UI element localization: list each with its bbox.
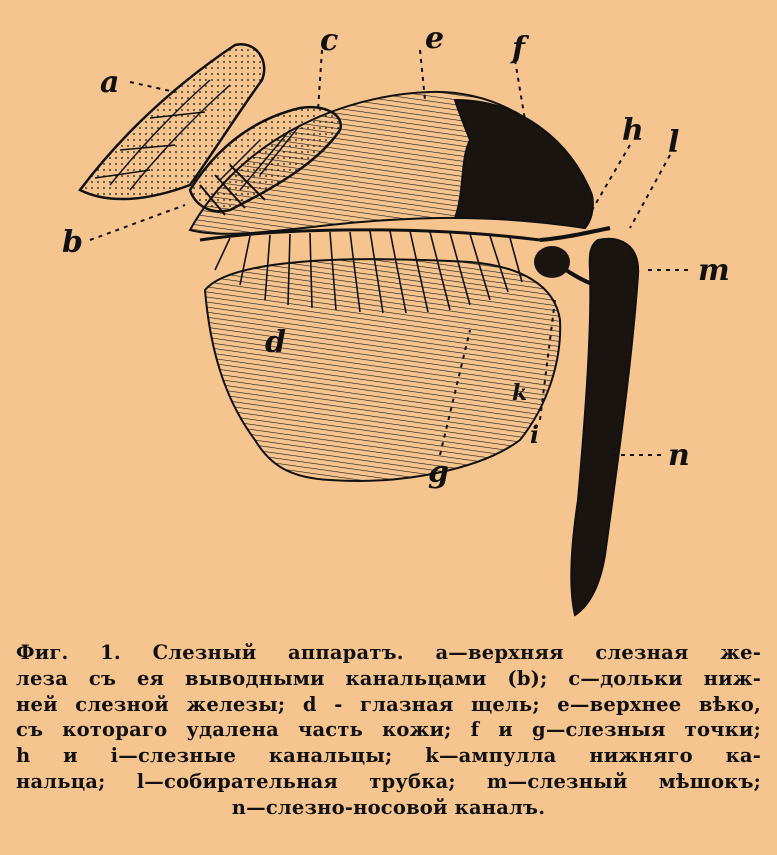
caption-line-2: леза съ ея выводными канальцами (b); c—дольки ниж- xyxy=(16,666,761,690)
figure-caption xyxy=(16,640,761,821)
label-g: g xyxy=(428,455,449,490)
label-i: i xyxy=(530,420,540,449)
label-m: m xyxy=(698,253,730,288)
label-b: b xyxy=(62,225,83,260)
label-h: h xyxy=(622,113,644,148)
lacrimal-ampulla xyxy=(534,246,570,278)
caption-line-5: h и i—слезные канальцы; k—ампулла нижняго ка- xyxy=(16,744,761,768)
label-a: a xyxy=(100,65,120,100)
caption-line-1: Фиг. 1. Слезный аппаратъ. a—верхняя слезная же- xyxy=(16,641,761,664)
label-e: e xyxy=(425,21,445,56)
caption-line-3: ней слезной железы; d - глазная щель; e—верхнее вѣко, xyxy=(16,692,761,716)
label-f: f xyxy=(512,31,525,66)
label-n: n xyxy=(668,438,690,473)
label-c: c xyxy=(320,23,339,58)
label-d: d xyxy=(265,325,286,360)
lacrimal-sac-and-duct xyxy=(571,239,638,615)
caption-line-6: нальца; l—собирательная трубка; m—слезный мѣшокъ; xyxy=(16,769,761,793)
caption-line-4: съ котораго удалена часть кожи; f и g—слезныя точки; xyxy=(16,718,761,742)
lower-eyelid-shape xyxy=(205,259,560,481)
caption-line-7: n—слезно-носовой каналъ. xyxy=(231,795,546,819)
label-l: l xyxy=(668,125,680,160)
label-k: k xyxy=(512,380,528,406)
dark-orbital-region xyxy=(455,100,593,228)
